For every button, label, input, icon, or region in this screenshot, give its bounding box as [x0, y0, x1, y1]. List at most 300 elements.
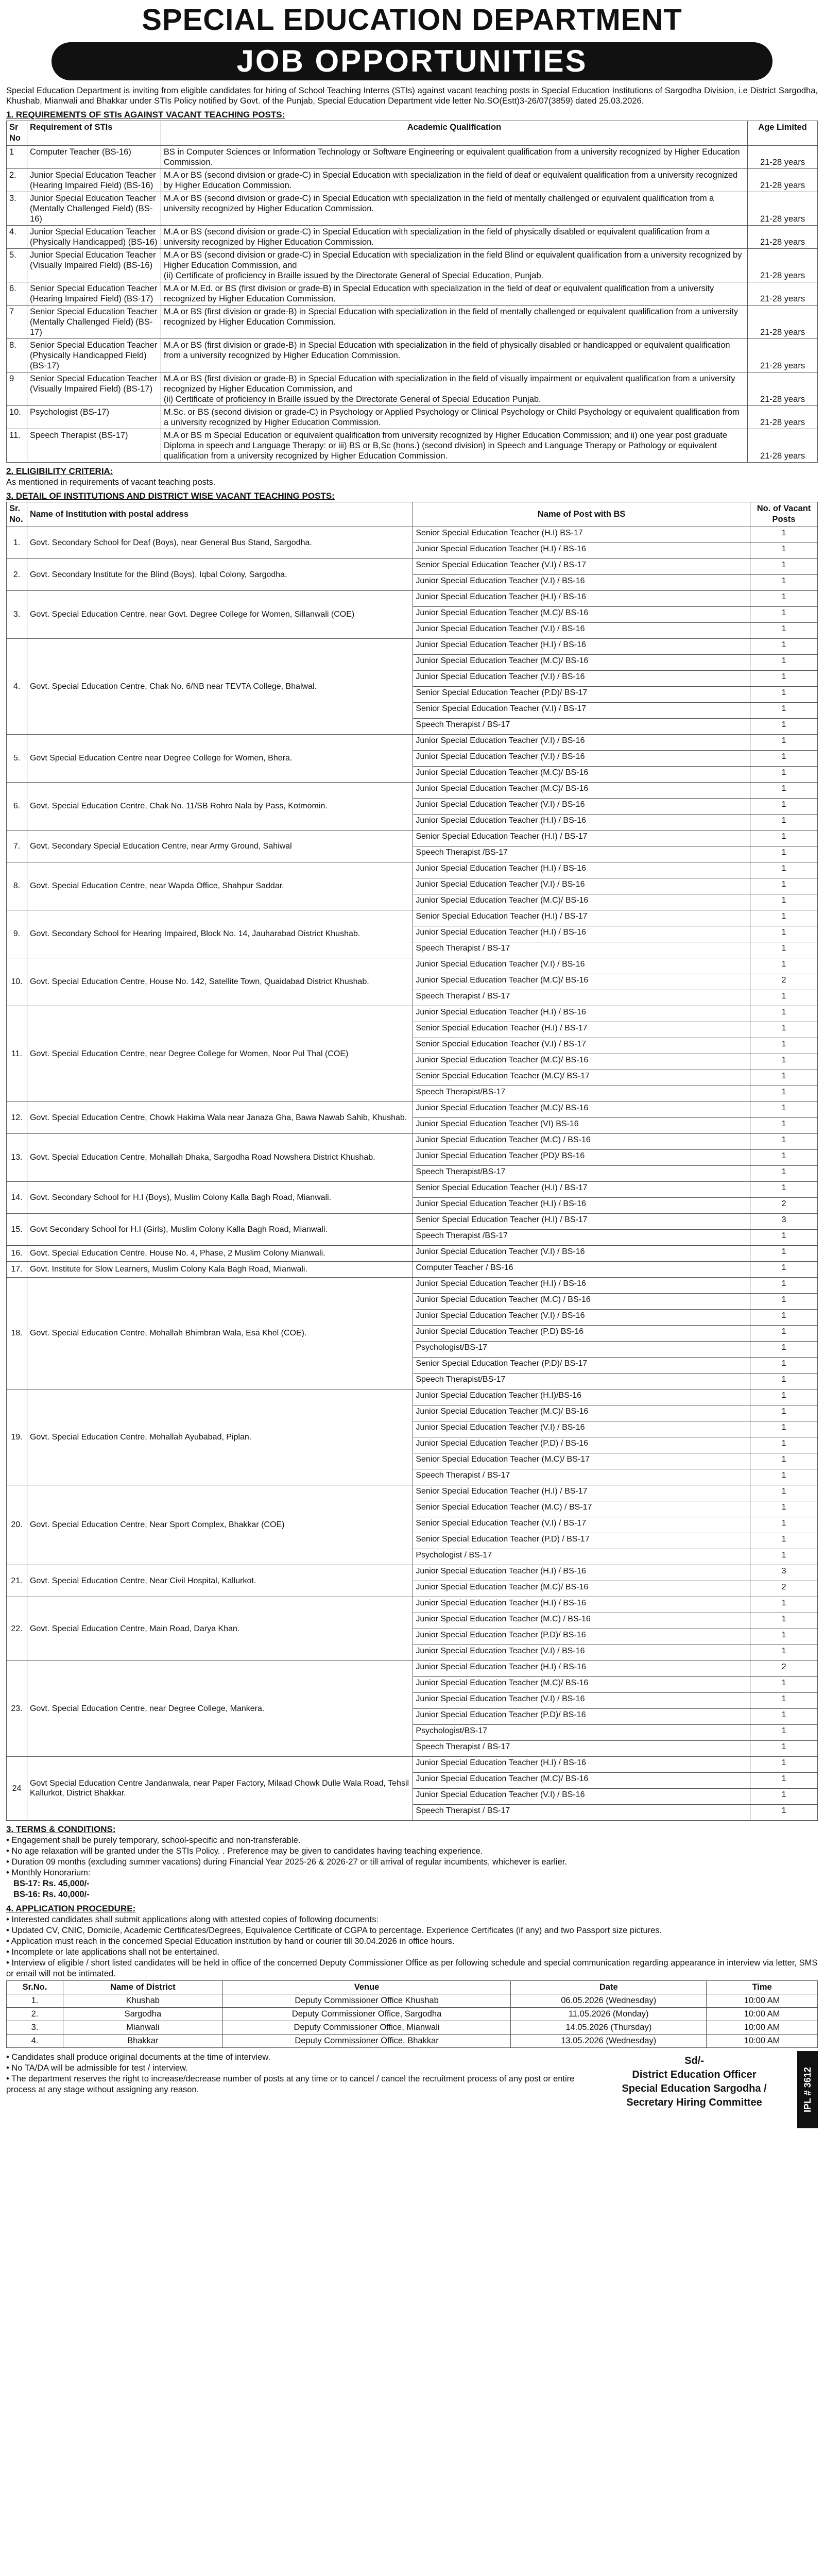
honorarium-list — [6, 1878, 818, 1900]
institution-cell: Govt. Secondary School for H.I (Boys), Muslim Colony Kalla Bagh Road, Mianwali. — [27, 1181, 413, 1213]
post-name-cell: Senior Special Education Teacher (M.C) / BS-17 — [413, 1501, 750, 1517]
vacant-posts-cell: 1 — [750, 734, 818, 750]
table-row — [7, 2034, 818, 2047]
vacant-posts-cell: 1 — [750, 1437, 818, 1453]
post-name-cell: Junior Special Education Teacher (M.C)/ BS-16 — [413, 1676, 750, 1692]
table-row — [7, 527, 818, 543]
vacancies-table — [6, 502, 818, 1821]
signature-block — [602, 2054, 787, 2110]
age-cell: 21-28 years — [748, 429, 818, 462]
post-name-cell: Junior Special Education Teacher (H.I) / BS-16 — [413, 1597, 750, 1613]
requirements-table — [6, 121, 818, 463]
post-name-cell: Junior Special Education Teacher (P.D) BS-16 — [413, 1325, 750, 1341]
post-name-cell: Speech Therapist /BS-17 — [413, 846, 750, 862]
age-cell: 21-28 years — [748, 225, 818, 248]
schedule-header-cell: Date — [511, 1980, 707, 1994]
vacant-posts-cell: 1 — [750, 1645, 818, 1660]
post-name-cell: Senior Special Education Teacher (V.I) / BS-17 — [413, 1038, 750, 1054]
age-cell: 21-28 years — [748, 145, 818, 168]
honorarium-item: BS-17: Rs. 45,000/- — [13, 1878, 90, 1888]
vacant-posts-cell: 1 — [750, 878, 818, 894]
ipl-number: IPL # 3612 — [797, 2051, 818, 2128]
vacant-posts-cell: 1 — [750, 990, 818, 1006]
requirements-header-cell: Sr No — [7, 121, 27, 146]
honorarium-item: BS-16: Rs. 40,000/- — [13, 1889, 90, 1899]
post-name-cell: Junior Special Education Teacher (V.I) / BS-16 — [413, 878, 750, 894]
vacancies-header-cell: Name of Post with BS — [413, 502, 750, 527]
post-name-cell: Junior Special Education Teacher (H.I)/BS-16 — [413, 1389, 750, 1405]
vacant-posts-cell: 1 — [750, 926, 818, 942]
sr-cell: 5. — [7, 734, 27, 782]
vacant-posts-cell: 1 — [750, 1229, 818, 1245]
post-name-cell: Senior Special Education Teacher (V.I) / BS-17 — [413, 558, 750, 574]
sr-cell: 21. — [7, 1565, 27, 1597]
table-row — [7, 2007, 818, 2021]
sr-cell: 15. — [7, 1213, 27, 1245]
schedule-cell: 3. — [7, 2021, 63, 2034]
post-name-cell: Speech Therapist/BS-17 — [413, 1165, 750, 1181]
institution-cell: Govt. Special Education Centre, Near Civil Hospital, Kallurkot. — [27, 1565, 413, 1597]
post-name-cell: Senior Special Education Teacher (H.I) / BS-17 — [413, 830, 750, 846]
institution-cell: Govt. Special Education Centre, near Govt. Degree College for Women, Sillanwali (COE) — [27, 590, 413, 638]
signature-sd: Sd/- — [684, 2055, 704, 2066]
qualification-cell: M.Sc. or BS (second division or grade-C) in Psychology or Applied Psychology or Clinical Psychology or Child Psychology or equivalent qualification from a university recognized by Higher Education Commission. — [161, 405, 747, 429]
schedule-cell: 06.05.2026 (Wednesday) — [511, 1994, 707, 2007]
post-name-cell: Speech Therapist / BS-17 — [413, 1740, 750, 1756]
vacant-posts-cell: 1 — [750, 606, 818, 622]
post-name-cell: Senior Special Education Teacher (H.I) / BS-17 — [413, 1485, 750, 1501]
post-name-cell: Junior Special Education Teacher (V.I) / BS-16 — [413, 750, 750, 766]
institution-cell: Govt. Secondary Special Education Centre, near Army Ground, Sahiwal — [27, 830, 413, 862]
post-name-cell: Speech Therapist/BS-17 — [413, 1373, 750, 1389]
post-name-cell: Junior Special Education Teacher (V.I) / BS-16 — [413, 1245, 750, 1261]
post-name-cell: Junior Special Education Teacher (H.I) / BS-16 — [413, 1277, 750, 1293]
requirement-cell: Junior Special Education Teacher (Physically Handicapped) (BS-16) — [27, 225, 161, 248]
vacant-posts-cell: 1 — [750, 862, 818, 878]
institution-cell: Govt. Special Education Centre, Near Sport Complex, Bhakkar (COE) — [27, 1485, 413, 1565]
vacant-posts-cell: 2 — [750, 1660, 818, 1676]
table-row — [7, 1181, 818, 1197]
requirements-header-cell: Academic Qualification — [161, 121, 747, 146]
vacant-posts-cell: 2 — [750, 1197, 818, 1213]
vacant-posts-cell: 1 — [750, 1469, 818, 1485]
post-name-cell: Junior Special Education Teacher (V.I) / BS-16 — [413, 1692, 750, 1708]
institution-cell: Govt. Special Education Centre, near Degree College for Women, Noor Pul Thal (COE) — [27, 1006, 413, 1101]
procedure-item: • Incomplete or late applications shall not be entertained. — [6, 1947, 818, 1958]
sr-cell: 23. — [7, 1660, 27, 1756]
post-name-cell: Senior Special Education Teacher (V.I) / BS-17 — [413, 702, 750, 718]
institution-cell: Govt. Secondary School for Deaf (Boys), near General Bus Stand, Sargodha. — [27, 527, 413, 558]
age-cell: 21-28 years — [748, 282, 818, 305]
institution-cell: Govt. Institute for Slow Learners, Muslim Colony Kala Bagh Road, Mianwali. — [27, 1261, 413, 1277]
vacant-posts-cell: 1 — [750, 1277, 818, 1293]
vacant-posts-cell: 1 — [750, 1708, 818, 1724]
age-cell: 21-28 years — [748, 405, 818, 429]
qualification-cell: M.A or BS (first division or grade-B) in Special Education with specialization in the field of visually impairment or equivalent qualification from a university recognized by Higher Education Commission, and (ii) Certificate of proficiency in Braille issued by the Directorate General of Special Education Punjab. — [161, 372, 747, 405]
post-name-cell: Junior Special Education Teacher (H.I) / BS-16 — [413, 1660, 750, 1676]
qualification-cell: M.A or BS (second division or grade-C) in Special Education with specialization in the field of mentally challenged or equivalent qualification from a university recognized by Higher Education Commission. — [161, 192, 747, 225]
vacant-posts-cell: 1 — [750, 1261, 818, 1277]
vacant-posts-cell: 1 — [750, 1357, 818, 1373]
institution-cell: Govt. Special Education Centre, near Wapda Office, Shahpur Saddar. — [27, 862, 413, 910]
sr-cell: 9 — [7, 372, 27, 405]
requirement-cell: Junior Special Education Teacher (Hearing Impaired Field) (BS-16) — [27, 168, 161, 192]
sr-cell: 2. — [7, 558, 27, 590]
sr-cell: 13. — [7, 1133, 27, 1181]
institution-cell: Govt. Secondary School for Hearing Impaired, Block No. 14, Jauharabad District Khushab. — [27, 910, 413, 958]
table-row — [7, 590, 818, 606]
post-name-cell: Junior Special Education Teacher (V.I) / BS-16 — [413, 1788, 750, 1804]
vacant-posts-cell: 1 — [750, 1054, 818, 1070]
vacant-posts-cell: 1 — [750, 1533, 818, 1549]
schedule-cell: Deputy Commissioner Office, Mianwali — [222, 2021, 511, 2034]
sr-cell: 2. — [7, 168, 27, 192]
table-row — [7, 372, 818, 405]
schedule-cell: 10:00 AM — [707, 1994, 818, 2007]
table-row — [7, 145, 818, 168]
vacant-posts-cell: 1 — [750, 1181, 818, 1197]
terms-item: • Duration 09 months (excluding summer vacations) during Financial Year 2025-26 & 2026-27 or till arrival of regular incumbents, whichever is earlier. — [6, 1857, 818, 1868]
notes-list — [6, 2052, 588, 2095]
vacant-posts-cell: 1 — [750, 1549, 818, 1565]
requirement-cell: Junior Special Education Teacher (Visually Impaired Field) (BS-16) — [27, 248, 161, 282]
post-name-cell: Junior Special Education Teacher (V.I) / BS-16 — [413, 734, 750, 750]
table-row — [7, 282, 818, 305]
post-name-cell: Junior Special Education Teacher (H.I) / BS-16 — [413, 590, 750, 606]
table-row — [7, 1565, 818, 1581]
schedule-header-cell: Time — [707, 1980, 818, 1994]
vacant-posts-cell: 1 — [750, 527, 818, 543]
post-name-cell: Junior Special Education Teacher (V.I) / BS-16 — [413, 798, 750, 814]
post-name-cell: Senior Special Education Teacher (H.I) / BS-17 — [413, 910, 750, 926]
section-eligibility-title: 2. ELIGIBILITY CRITERIA: — [6, 466, 113, 476]
vacant-posts-cell: 1 — [750, 958, 818, 974]
qualification-cell: M.A or BS (first division or grade-B) in Special Education with specialization in the field of physically disabled or handicapped or equivalent qualification from a university recognized by Higher Education Commission. — [161, 338, 747, 372]
age-cell: 21-28 years — [748, 248, 818, 282]
requirement-cell: Speech Therapist (BS-17) — [27, 429, 161, 462]
post-name-cell: Senior Special Education Teacher (H.I) BS-17 — [413, 527, 750, 543]
requirement-cell: Senior Special Education Teacher (Visually Impaired Field) (BS-17) — [27, 372, 161, 405]
vacant-posts-cell: 1 — [750, 1133, 818, 1149]
vacant-posts-cell: 1 — [750, 766, 818, 782]
age-cell: 21-28 years — [748, 192, 818, 225]
section-requirements-title: 1. REQUIREMENTS OF STIs AGAINST VACANT TEACHING POSTS: — [6, 110, 285, 120]
sr-cell: 16. — [7, 1245, 27, 1261]
vacant-posts-cell: 3 — [750, 1213, 818, 1229]
vacant-posts-cell: 1 — [750, 1117, 818, 1133]
vacant-posts-cell: 1 — [750, 1086, 818, 1101]
schedule-cell: 14.05.2026 (Thursday) — [511, 2021, 707, 2034]
post-name-cell: Computer Teacher / BS-16 — [413, 1261, 750, 1277]
table-row — [7, 958, 818, 974]
post-name-cell: Junior Special Education Teacher (M.C)/ BS-16 — [413, 1405, 750, 1421]
terms-item: • Engagement shall be purely temporary, school-specific and non-transferable. — [6, 1835, 818, 1846]
vacant-posts-cell: 1 — [750, 1165, 818, 1181]
post-name-cell: Junior Special Education Teacher (H.I) / BS-16 — [413, 1565, 750, 1581]
interview-schedule-table — [6, 1980, 818, 2048]
vacant-posts-cell: 1 — [750, 1724, 818, 1740]
post-name-cell: Junior Special Education Teacher (H.I) / BS-16 — [413, 1197, 750, 1213]
table-row — [7, 558, 818, 574]
schedule-cell: 2. — [7, 2007, 63, 2021]
schedule-cell: 1. — [7, 1994, 63, 2007]
vacant-posts-cell: 1 — [750, 654, 818, 670]
intro-paragraph: Special Education Department is inviting from eligible candidates for hiring of School Teaching Interns (STIs) against vacant teaching posts in Special Education Institutions of Sargodha Division, i.e District Sargodha, Khushab, Mianwali and Bhakkar under STIs Policy notified by Govt. of the Punjab, Special Education Department vide letter No.SO(Estt)3-26/07(3859) dated 25.03.2026. — [6, 86, 818, 106]
institution-cell: Govt. Special Education Centre, near Degree College, Mankera. — [27, 1660, 413, 1756]
job-opportunities-banner: JOB OPPORTUNITIES — [52, 42, 772, 80]
schedule-header-cell: Name of District — [63, 1980, 222, 1994]
vacant-posts-cell: 1 — [750, 910, 818, 926]
vacant-posts-cell: 1 — [750, 1022, 818, 1038]
age-cell: 21-28 years — [748, 168, 818, 192]
sr-cell: 10. — [7, 405, 27, 429]
procedure-item: • Interested candidates shall submit applications along with attested copies of following documents: — [6, 1914, 818, 1925]
vacant-posts-cell: 1 — [750, 798, 818, 814]
post-name-cell: Speech Therapist /BS-17 — [413, 1229, 750, 1245]
post-name-cell: Junior Special Education Teacher (H.I) / BS-16 — [413, 1756, 750, 1772]
post-name-cell: Junior Special Education Teacher (H.I) / BS-16 — [413, 638, 750, 654]
vacant-posts-cell: 1 — [750, 814, 818, 830]
post-name-cell: Junior Special Education Teacher (V.I) / BS-16 — [413, 574, 750, 590]
table-row — [7, 638, 818, 654]
table-row — [7, 305, 818, 338]
sr-cell: 8. — [7, 338, 27, 372]
sr-cell: 6. — [7, 282, 27, 305]
vacant-posts-cell: 1 — [750, 638, 818, 654]
vacant-posts-cell: 1 — [750, 1038, 818, 1054]
vacant-posts-cell: 1 — [750, 1405, 818, 1421]
vacant-posts-cell: 1 — [750, 830, 818, 846]
qualification-cell: M.A or BS (first division or grade-B) in Special Education with specialization in the field of mentally challenged or equivalent qualification from a university recognized by Higher Education Commission. — [161, 305, 747, 338]
institution-cell: Govt. Special Education Centre, Chowk Hakima Wala near Janaza Gha, Bawa Nawab Sahib, Khushab. — [27, 1101, 413, 1133]
table-row — [7, 1133, 818, 1149]
post-name-cell: Senior Special Education Teacher (P.D)/ BS-17 — [413, 686, 750, 702]
institution-cell: Govt. Special Education Centre, Mohallah Ayubabad, Piplan. — [27, 1389, 413, 1485]
table-row — [7, 168, 818, 192]
section-procedure-title: 4. APPLICATION PROCEDURE: — [6, 1903, 136, 1913]
post-name-cell: Junior Special Education Teacher (V.I) / BS-16 — [413, 622, 750, 638]
signature-line-3: Secretary Hiring Committee — [626, 2096, 762, 2108]
sr-cell: 3. — [7, 590, 27, 638]
table-row — [7, 1389, 818, 1405]
vacancies-header-cell: Sr. No. — [7, 502, 27, 527]
post-name-cell: Speech Therapist / BS-17 — [413, 990, 750, 1006]
table-row — [7, 192, 818, 225]
vacant-posts-cell: 1 — [750, 1756, 818, 1772]
vacant-posts-cell: 1 — [750, 1070, 818, 1086]
institution-cell: Govt. Special Education Centre, Mohallah Bhimbran Wala, Esa Khel (COE). — [27, 1277, 413, 1389]
post-name-cell: Junior Special Education Teacher (M.C)/ BS-16 — [413, 974, 750, 990]
sr-cell: 24 — [7, 1756, 27, 1820]
table-row — [7, 1213, 818, 1229]
vacant-posts-cell: 1 — [750, 1613, 818, 1629]
institution-cell: Govt. Special Education Centre, House No. 4, Phase, 2 Muslim Colony Mianwali. — [27, 1245, 413, 1261]
sr-cell: 8. — [7, 862, 27, 910]
requirement-cell: Computer Teacher (BS-16) — [27, 145, 161, 168]
eligibility-text: As mentioned in requirements of vacant teaching posts. — [6, 477, 216, 487]
footer — [6, 2052, 818, 2134]
table-row — [7, 429, 818, 462]
vacant-posts-cell: 1 — [750, 1597, 818, 1613]
sr-cell: 11. — [7, 429, 27, 462]
table-row — [7, 830, 818, 846]
table-row — [7, 225, 818, 248]
schedule-cell: Deputy Commissioner Office, Sargodha — [222, 2007, 511, 2021]
post-name-cell: Junior Special Education Teacher (V.I) / BS-16 — [413, 1645, 750, 1660]
post-name-cell: Junior Special Education Teacher (M.C)/ BS-16 — [413, 1581, 750, 1597]
post-name-cell: Junior Special Education Teacher (P.D)/ BS-16 — [413, 1629, 750, 1645]
requirement-cell: Senior Special Education Teacher (Mentally Challenged Field) (BS-17) — [27, 305, 161, 338]
post-name-cell: Senior Special Education Teacher (P.D)/ BS-17 — [413, 1357, 750, 1373]
vacant-posts-cell: 1 — [750, 1341, 818, 1357]
vacant-posts-cell: 1 — [750, 1245, 818, 1261]
post-name-cell: Junior Special Education Teacher (M.C) / BS-16 — [413, 1293, 750, 1309]
post-name-cell: Junior Special Education Teacher (M.C)/ BS-16 — [413, 894, 750, 910]
post-name-cell: Psychologist/BS-17 — [413, 1341, 750, 1357]
terms-list — [6, 1835, 818, 1878]
institution-cell: Govt. Special Education Centre, Chak No. 6/NB near TEVTA College, Bhalwal. — [27, 638, 413, 734]
note-item: • The department reserves the right to increase/decrease number of posts at any time or to cancel / cancel the recruitment process of any post or entire process at any stage without assigning any reason. — [6, 2074, 588, 2095]
vacant-posts-cell: 1 — [750, 750, 818, 766]
post-name-cell: Junior Special Education Teacher (M.C)/ BS-16 — [413, 766, 750, 782]
requirement-cell: Junior Special Education Teacher (Mentally Challenged Field) (BS-16) — [27, 192, 161, 225]
requirement-cell: Senior Special Education Teacher (Physically Handicapped Field) (BS-17) — [27, 338, 161, 372]
post-name-cell: Junior Special Education Teacher (H.I) / BS-16 — [413, 543, 750, 558]
schedule-cell: Khushab — [63, 1994, 222, 2007]
sr-cell: 11. — [7, 1006, 27, 1101]
age-cell: 21-28 years — [748, 338, 818, 372]
table-row — [7, 734, 818, 750]
table-row — [7, 1597, 818, 1613]
terms-item: • Monthly Honorarium: — [6, 1868, 818, 1878]
table-row — [7, 1245, 818, 1261]
table-row — [7, 1756, 818, 1772]
post-name-cell: Speech Therapist/BS-17 — [413, 1086, 750, 1101]
institution-cell: Govt Special Education Centre near Degree College for Women, Bhera. — [27, 734, 413, 782]
post-name-cell: Speech Therapist / BS-17 — [413, 718, 750, 734]
vacant-posts-cell: 1 — [750, 1325, 818, 1341]
post-name-cell: Junior Special Education Teacher (P.D)/ BS-16 — [413, 1708, 750, 1724]
vacant-posts-cell: 1 — [750, 1804, 818, 1820]
sr-cell: 3. — [7, 192, 27, 225]
qualification-cell: M.A or BS (second division or grade-C) in Special Education with specialization in the field Blind or equivalent qualification from a university recognized by Higher Education Commission, and (ii) Certificate of proficiency in Braille issued by the Directorate General of Special Education, Punjab. — [161, 248, 747, 282]
schedule-cell: 10:00 AM — [707, 2007, 818, 2021]
post-name-cell: Senior Special Education Teacher (H.I) / BS-17 — [413, 1213, 750, 1229]
procedure-item: • Application must reach in the concerned Special Education institution by hand or courier till 30.04.2026 in office hours. — [6, 1936, 818, 1947]
qualification-cell: M.A or BS (second division or grade-C) in Special Education with specialization in the field of physically disabled or equivalent qualification from a university recognized by Higher Education Commission. — [161, 225, 747, 248]
post-name-cell: Junior Special Education Teacher (V.I) / BS-16 — [413, 1421, 750, 1437]
institution-cell: Govt. Secondary Institute for the Blind (Boys), Iqbal Colony, Sargodha. — [27, 558, 413, 590]
table-row — [7, 1006, 818, 1022]
post-name-cell: Junior Special Education Teacher (M.C)/ BS-16 — [413, 782, 750, 798]
post-name-cell: Junior Special Education Teacher (H.I) / BS-16 — [413, 926, 750, 942]
sr-cell: 1. — [7, 527, 27, 558]
table-row — [7, 338, 818, 372]
post-name-cell: Senior Special Education Teacher (H.I) / BS-17 — [413, 1181, 750, 1197]
schedule-header-cell: Venue — [222, 1980, 511, 1994]
vacant-posts-cell: 1 — [750, 1453, 818, 1469]
post-name-cell: Junior Special Education Teacher (H.I) / BS-16 — [413, 814, 750, 830]
post-name-cell: Junior Special Education Teacher (M.C)/ BS-16 — [413, 1054, 750, 1070]
table-row — [7, 405, 818, 429]
schedule-cell: Bhakkar — [63, 2034, 222, 2047]
department-heading: SPECIAL EDUCATION DEPARTMENT — [142, 3, 682, 37]
sr-cell: 12. — [7, 1101, 27, 1133]
requirements-header-cell: Age Limited — [748, 121, 818, 146]
vacant-posts-cell: 1 — [750, 1293, 818, 1309]
post-name-cell: Junior Special Education Teacher (M.C) / BS-16 — [413, 1613, 750, 1629]
vacant-posts-cell: 1 — [750, 543, 818, 558]
sr-cell: 4. — [7, 225, 27, 248]
vacant-posts-cell: 1 — [750, 558, 818, 574]
post-name-cell: Junior Special Education Teacher (M.C)/ BS-16 — [413, 654, 750, 670]
post-name-cell: Junior Special Education Teacher (PD)/ BS-16 — [413, 1149, 750, 1165]
vacant-posts-cell: 1 — [750, 1501, 818, 1517]
schedule-cell: 11.05.2026 (Monday) — [511, 2007, 707, 2021]
vacant-posts-cell: 1 — [750, 782, 818, 798]
vacant-posts-cell: 1 — [750, 1421, 818, 1437]
vacant-posts-cell: 1 — [750, 942, 818, 958]
vacancies-header-cell: No. of Vacant Posts — [750, 502, 818, 527]
post-name-cell: Senior Special Education Teacher (V.I) / BS-17 — [413, 1517, 750, 1533]
post-name-cell: Junior Special Education Teacher (V.I) / BS-16 — [413, 958, 750, 974]
sr-cell: 20. — [7, 1485, 27, 1565]
table-row — [7, 1485, 818, 1501]
vacant-posts-cell: 1 — [750, 1788, 818, 1804]
post-name-cell: Psychologist/BS-17 — [413, 1724, 750, 1740]
table-row — [7, 1660, 818, 1676]
schedule-cell: 10:00 AM — [707, 2034, 818, 2047]
section-vacancies-title: 3. DETAIL OF INSTITUTIONS AND DISTRICT WISE VACANT TEACHING POSTS: — [6, 490, 335, 501]
requirement-cell: Senior Special Education Teacher (Hearing Impaired Field) (BS-17) — [27, 282, 161, 305]
requirement-cell: Psychologist (BS-17) — [27, 405, 161, 429]
procedure-item: • Interview of eligible / short listed candidates will be held in office of the concerned Deputy Commissioner Office as per following schedule and special communication regarding appearance in interview via letter, SMS or email will not be intimated. — [6, 1958, 818, 1979]
vacant-posts-cell: 1 — [750, 1149, 818, 1165]
table-row — [7, 910, 818, 926]
post-name-cell: Junior Special Education Teacher (H.I) / BS-16 — [413, 1006, 750, 1022]
procedure-list — [6, 1914, 818, 1979]
vacant-posts-cell: 1 — [750, 622, 818, 638]
post-name-cell: Senior Special Education Teacher (P.D) / BS-17 — [413, 1533, 750, 1549]
vacant-posts-cell: 3 — [750, 1565, 818, 1581]
qualification-cell: M.A or M.Ed. or BS (first division or grade-B) in Special Education with specialization in the field of deaf or equivalent qualification from a university recognized by Higher Education Commission. — [161, 282, 747, 305]
vacant-posts-cell: 1 — [750, 670, 818, 686]
vacant-posts-cell: 1 — [750, 590, 818, 606]
table-row — [7, 1261, 818, 1277]
table-row — [7, 862, 818, 878]
vacant-posts-cell: 1 — [750, 1740, 818, 1756]
signature-line-1: District Education Officer — [632, 2069, 757, 2080]
institution-cell: Govt. Special Education Centre, Mohallah Dhaka, Sargodha Road Nowshera District Khushab. — [27, 1133, 413, 1181]
vacant-posts-cell: 1 — [750, 846, 818, 862]
sr-cell: 5. — [7, 248, 27, 282]
schedule-cell: Sargodha — [63, 2007, 222, 2021]
institution-cell: Govt. Special Education Centre, House No. 142, Satellite Town, Quaidabad District Khushab. — [27, 958, 413, 1006]
sr-cell: 4. — [7, 638, 27, 734]
post-name-cell: Junior Special Education Teacher (M.C) / BS-16 — [413, 1133, 750, 1149]
vacant-posts-cell: 2 — [750, 974, 818, 990]
note-item: • Candidates shall produce original documents at the time of interview. — [6, 2052, 588, 2063]
vacant-posts-cell: 1 — [750, 1772, 818, 1788]
sr-cell: 19. — [7, 1389, 27, 1485]
institution-cell: Govt Secondary School for H.I (Girls), Muslim Colony Kalla Bagh Road, Mianwali. — [27, 1213, 413, 1245]
vacant-posts-cell: 1 — [750, 1101, 818, 1117]
qualification-cell: M.A or BS m Special Education or equivalent qualification from university recognized by Higher Education Commission; and ii) one year post graduate Diploma in speech and Language Therapy: or iii) BS or B,Sc (hons.) (second division) in Speech and Language Therapy or Pathology or equivalent qualification from a university recognized by Higher Education Commission. — [161, 429, 747, 462]
post-name-cell: Junior Special Education Teacher (V.I) / BS-16 — [413, 1309, 750, 1325]
post-name-cell: Junior Special Education Teacher (P.D) / BS-16 — [413, 1437, 750, 1453]
qualification-cell: BS in Computer Sciences or Information Technology or Software Engineering or equivalent qualification from a university recognized by Higher Education Commission. — [161, 145, 747, 168]
sr-cell: 7. — [7, 830, 27, 862]
